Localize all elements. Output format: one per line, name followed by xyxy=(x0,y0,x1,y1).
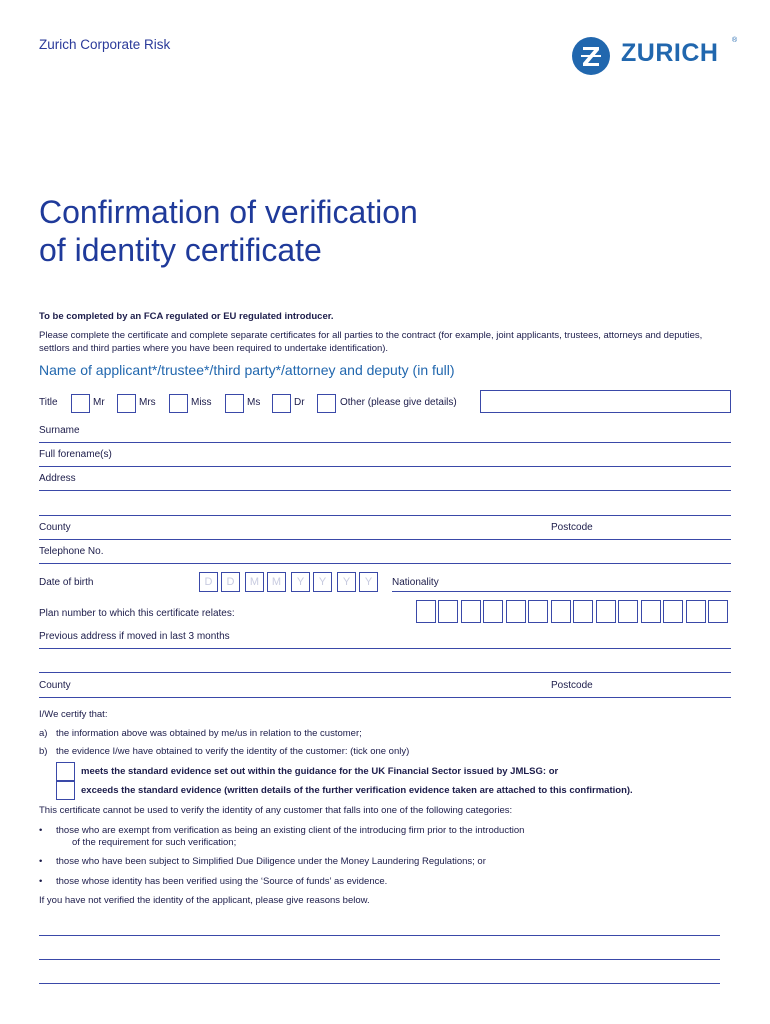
reasons-line-1[interactable] xyxy=(39,935,720,936)
reasons-line-3[interactable] xyxy=(39,983,720,984)
option-ms-label: Ms xyxy=(247,397,261,408)
checkbox-exceeds-evidence[interactable] xyxy=(56,781,75,800)
dob-year-2[interactable]: Y xyxy=(313,572,332,592)
dob-day-1[interactable]: D xyxy=(199,572,218,592)
checkbox-standard-evidence[interactable] xyxy=(56,762,75,781)
registered-mark: ® xyxy=(732,37,738,44)
dob-year-3[interactable]: Y xyxy=(337,572,356,592)
address-field-line-1[interactable] xyxy=(39,490,731,491)
option-mr-label: Mr xyxy=(93,397,105,408)
certify-a-text: the information above was obtained by me/us in relation to the customer; xyxy=(56,728,362,739)
dob-day-2[interactable]: D xyxy=(221,572,240,592)
county-label: County xyxy=(39,522,71,533)
certify-heading: I/We certify that: xyxy=(39,709,108,720)
previous-address-label: Previous address if moved in last 3 months xyxy=(39,631,230,642)
cannot-use-text: This certificate cannot be used to verify the identity of any customer that falls into one of the following categories: xyxy=(39,805,513,816)
reasons-prompt: If you have not verified the identity of the applicant, please give reasons below. xyxy=(39,895,370,906)
dob-month-1[interactable]: M xyxy=(245,572,264,592)
county-postcode-field[interactable] xyxy=(39,539,731,540)
plan-digit[interactable] xyxy=(551,600,571,623)
page-title xyxy=(39,193,659,269)
plan-digit[interactable] xyxy=(416,600,436,623)
plan-digit[interactable] xyxy=(596,600,616,623)
telephone-field[interactable] xyxy=(39,563,731,564)
plan-digit[interactable] xyxy=(461,600,481,623)
bullet-exempt-line-2: of the requirement for such verification; xyxy=(72,837,237,848)
logo-wordmark: ZURICH xyxy=(621,39,719,67)
forenames-label: Full forename(s) xyxy=(39,449,112,460)
county2-label: County xyxy=(39,680,71,691)
option-mrs-label: Mrs xyxy=(139,397,156,408)
bullet-source-funds: those whose identity has been verified using the ‘Source of funds’ as evidence. xyxy=(56,876,388,887)
checkbox-mr[interactable] xyxy=(71,394,90,413)
option-exceeds-evidence: exceeds the standard evidence (written details of the further verification evidence taken are attached to this confirmation). xyxy=(81,785,633,796)
plan-digit[interactable] xyxy=(438,600,458,623)
certify-b-marker: b) xyxy=(39,746,48,757)
section-title: Name of applicant*/trustee*/third party*/attorney and deputy (in full) xyxy=(39,362,455,378)
checkbox-miss[interactable] xyxy=(169,394,188,413)
certify-b-text: the evidence I/we have obtained to verify the identity of the customer: (tick one only) xyxy=(56,746,410,757)
address-field-line-2[interactable] xyxy=(39,515,731,516)
postcode2-label: Postcode xyxy=(551,680,593,691)
company-name: Zurich Corporate Risk xyxy=(39,37,171,52)
plan-digit[interactable] xyxy=(663,600,683,623)
option-dr-label: Dr xyxy=(294,397,305,408)
option-standard-evidence: meets the standard evidence set out within the guidance for the UK Financial Sector issued by JMLSG: or xyxy=(81,766,559,777)
plan-digit[interactable] xyxy=(641,600,661,623)
nationality-field[interactable] xyxy=(392,591,731,592)
telephone-label: Telephone No. xyxy=(39,546,104,557)
intro-text: Please complete the certificate and complete separate certificates for all parties to the contract (for example, joint applicants, trustees, attorneys and deputies, settlors and third parties where you have been required to undertake identification). xyxy=(39,330,703,354)
nationality-label: Nationality xyxy=(392,577,439,588)
plan-digit[interactable] xyxy=(686,600,706,623)
plan-digit[interactable] xyxy=(483,600,503,623)
plan-digit[interactable] xyxy=(506,600,526,623)
reasons-line-2[interactable] xyxy=(39,959,720,960)
certify-a-marker: a) xyxy=(39,728,48,739)
zurich-logo xyxy=(571,36,739,76)
bullet-simplified: those who have been subject to Simplified Due Diligence under the Money Laundering Regulations; or xyxy=(56,856,486,867)
previous-address-line-2[interactable] xyxy=(39,672,731,673)
surname-field[interactable] xyxy=(39,442,731,443)
bullet-marker: • xyxy=(39,856,43,867)
plan-digit[interactable] xyxy=(573,600,593,623)
dob-year-1[interactable]: Y xyxy=(291,572,310,592)
previous-address-line-1[interactable] xyxy=(39,648,731,649)
county2-postcode2-field[interactable] xyxy=(39,697,731,698)
bullet-marker: • xyxy=(39,825,43,836)
plan-number-label: Plan number to which this certificate relates: xyxy=(39,608,235,619)
checkbox-mrs[interactable] xyxy=(117,394,136,413)
forenames-field[interactable] xyxy=(39,466,731,467)
other-title-field[interactable] xyxy=(480,390,731,413)
bullet-exempt-line-1: those who are exempt from verification as being an existing client of the introducing firm prior to the introduction xyxy=(56,825,525,836)
plan-digit[interactable] xyxy=(528,600,548,623)
dob-month-2[interactable]: M xyxy=(267,572,286,592)
title-line-2: of identity certificate xyxy=(39,232,322,268)
intro-heading: To be completed by an FCA regulated or EU regulated introducer. xyxy=(39,311,334,322)
address-label: Address xyxy=(39,473,76,484)
checkbox-other[interactable] xyxy=(317,394,336,413)
plan-digit[interactable] xyxy=(708,600,728,623)
title-label: Title xyxy=(39,397,58,408)
postcode-label: Postcode xyxy=(551,522,593,533)
checkbox-ms[interactable] xyxy=(225,394,244,413)
dob-year-4[interactable]: Y xyxy=(359,572,378,592)
option-miss-label: Miss xyxy=(191,397,212,408)
option-other-label: Other (please give details) xyxy=(340,397,457,408)
title-line-1: Confirmation of verification xyxy=(39,194,418,230)
plan-digit[interactable] xyxy=(618,600,638,623)
plan-number-boxes[interactable] xyxy=(416,600,732,623)
surname-label: Surname xyxy=(39,425,80,436)
dob-label: Date of birth xyxy=(39,577,94,588)
checkbox-dr[interactable] xyxy=(272,394,291,413)
bullet-marker: • xyxy=(39,876,43,887)
zurich-z-icon xyxy=(571,36,611,76)
